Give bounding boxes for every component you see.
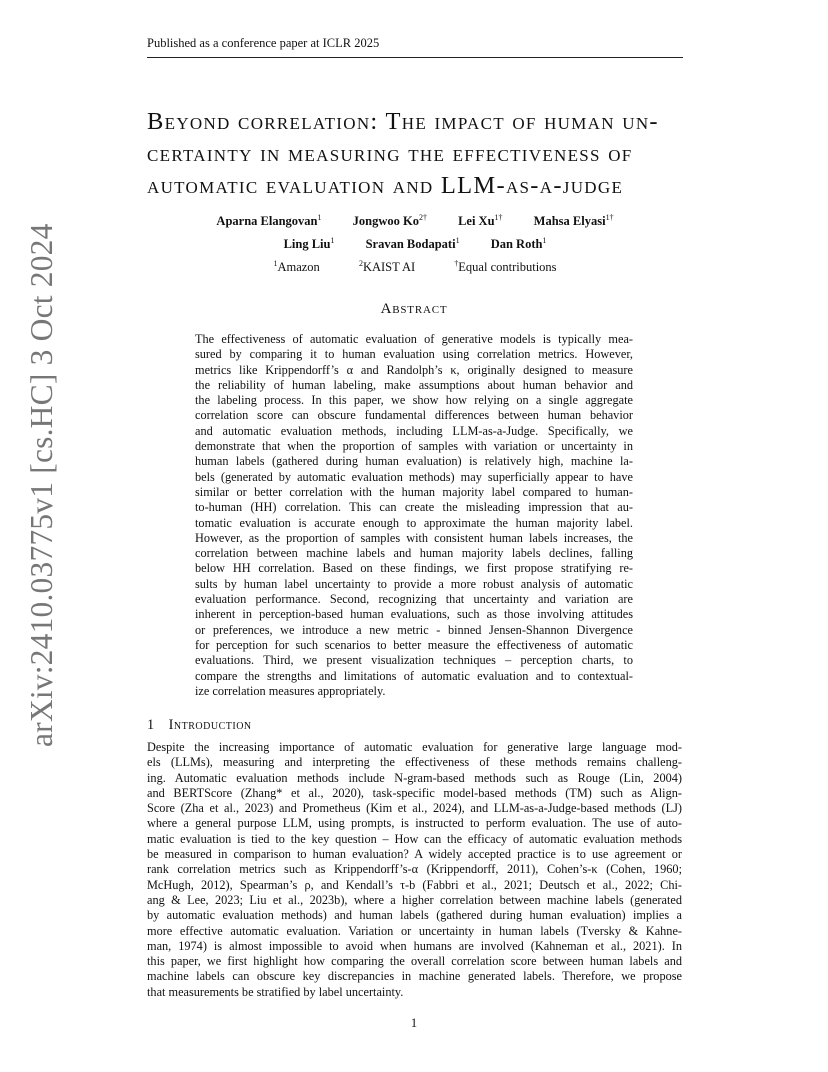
section-heading — [147, 717, 252, 734]
affiliation: †Equal contributions — [454, 259, 557, 275]
paragraph-line: man, 1974) is almost impossible to avoid when humans are involved (Kahneman et al., 2021). In — [147, 938, 682, 953]
paragraph-line: ing. Automatic evaluation methods include N-gram-based methods such as Rouge (Lin, 2004) — [147, 770, 682, 785]
paragraph-line: where a general purpose LLM, using prompts, is instructed to perform evaluation. The use of auto- — [147, 816, 682, 831]
introduction-text — [147, 740, 682, 1000]
running-header: Published as a conference paper at ICLR 2025 — [147, 36, 683, 58]
abstract-line: bels (generated by automatic evaluation methods) may superficially appear to have — [195, 469, 633, 484]
abstract-line: and automatic evaluation methods, including LLM-as-a-Judge. Specifically, we — [195, 423, 633, 438]
abstract-line: below HH correlation. Based on these findings, we first propose stratifying re- — [195, 561, 633, 576]
author-row — [160, 231, 670, 254]
abstract-line: sured by comparing it to human evaluation using correlation metrics. However, — [195, 347, 633, 362]
paragraph-line: more effective automatic evaluation. Variation or uncertainty in human labels (Tversky & Kahne- — [147, 923, 682, 938]
author-name: Sravan Bodapati$^1$ — [365, 236, 460, 252]
paragraph-line: by automatic evaluation methods) and human labels (gathered during human evaluation) implies a — [147, 908, 682, 923]
paragraph-line: McHugh, 2012), Spearman’s ρ, and Kendall’s τ-b (Fabbri et al., 2021; Deutsch et al., 2022; Chi- — [147, 877, 682, 892]
affiliation: $^1$Amazon — [273, 259, 320, 275]
abstract-line: the labeling process. In this paper, we show how relying on a single aggregate — [195, 393, 633, 408]
abstract-line: inherent in perception-based human evaluations, such as those involving attitudes — [195, 607, 633, 622]
title-line: Beyond correlation: The impact of human un- — [147, 108, 659, 135]
paragraph-line: machine labels can obscure key discrepancies in machine generated labels. Therefore, we propose — [147, 969, 682, 984]
affiliation-row — [160, 254, 670, 277]
paragraph-line: els (LLMs), measuring and interpreting the effectiveness of these methods remains challeng- — [147, 755, 682, 770]
paragraph-line: and BERTScore (Zhang* et al., 2020), task-specific model-based methods (TM) such as Align- — [147, 785, 682, 800]
abstract-line: evaluation performance. Second, recognizing that uncertainty and variation are — [195, 592, 633, 607]
abstract-line: the reliability of human labeling, make assumptions about human behavior and — [195, 377, 633, 392]
abstract-line: correlation score can obscure fundamental differences between human behavior — [195, 408, 633, 423]
paragraph-line: rank correlation metrics such as Krippendorff’s-α (Krippendorff, 2011), Cohen’s-κ (Cohen, 1960; — [147, 862, 682, 877]
paragraph-line: Score (Zha et al., 2023) and Prometheus (Kim et al., 2024), and LLM-as-a-Judge-based methods (LJ) — [147, 801, 682, 816]
abstract-line: The effectiveness of automatic evaluation of generative models is typically mea- — [195, 332, 633, 346]
abstract-line: However, as the proportion of samples with consistent human labels increases, the — [195, 530, 633, 545]
author-name: Mahsa Elyasi$^{1\dagger}$ — [533, 213, 614, 229]
abstract-line: sults by human label uncertainty to provide a more robust analysis of automatic — [195, 576, 633, 591]
paragraph-line: this paper, we first highlight how comparing the overall correlation score between human labels and — [147, 954, 682, 969]
abstract-line: metrics like Krippendorff’s α and Randolph’s κ, originally designed to measure — [195, 362, 633, 377]
abstract-line: correlation between machine labels and human majority labels declines, falling — [195, 546, 633, 561]
abstract-line: ize correlation measures appropriately. — [195, 683, 386, 698]
abstract-line: similar or better correlation with the human majority label compared to human- — [195, 484, 633, 499]
author-name: Aparna Elangovan$^1$ — [216, 213, 322, 229]
author-name: Lei $Xu^{1\dagger}$ — [458, 213, 503, 229]
affiliation: $^2$KAIST AI — [358, 259, 416, 275]
abstract-line: for perception for such scenarios to better measure the effectiveness of automatic — [195, 637, 633, 652]
section-number: 1 — [147, 717, 155, 733]
abstract-line: or preferences, we introduce a new metric - binned Jensen-Shannon Divergence — [195, 622, 633, 637]
abstract-line: to-human (HH) correlation. This can create the misleading impression that au- — [195, 500, 633, 515]
title-line: certainty in measuring the effectiveness of — [147, 140, 633, 167]
paragraph-line: be measured in comparison to human evaluation? A widely accepted practice is to use agreement or — [147, 847, 682, 862]
page-number: 1 — [410, 1016, 418, 1030]
abstract-line: tomatic evaluation is accurate enough to approximate the human majority label. — [195, 515, 633, 530]
author-name: Jongwoo $Ko^{2\dagger}$ — [352, 213, 427, 229]
paragraph-line: ang & Lee, 2023; Liu et al., 2023b), where a higher correlation between machine labels (generated — [147, 892, 682, 907]
abstract-line: compare the strengths and limitations of automatic evaluation and to contextual- — [195, 668, 633, 683]
author-block — [160, 208, 670, 277]
paragraph-line: matic evaluation is tied to the key question – How can the efficacy of automatic evaluation methods — [147, 831, 682, 846]
title-line: automatic evaluation and LLM-as-a-judge — [147, 172, 624, 199]
abstract-text — [195, 332, 633, 699]
author-row — [160, 208, 670, 231]
section-title: Introduction — [168, 717, 252, 733]
paper-title — [147, 106, 687, 202]
author-name: Dan Roth$^1$ — [490, 236, 547, 252]
author-name: Ling Liu$^1$ — [283, 236, 335, 252]
paragraph-line: that measurements be stratified by label uncertainty. — [147, 984, 404, 999]
paragraph-line: Despite the increasing importance of automatic evaluation for generative large language mod- — [147, 740, 682, 754]
arxiv-identifier: arXiv:2410.03775v1 [cs.HC] 3 Oct 2024 — [24, 223, 59, 747]
abstract-heading: Abstract — [380, 301, 448, 317]
abstract-line: human labels (gathered during human evaluation) is relatively high, machine la- — [195, 454, 633, 469]
abstract-line: evaluations. Third, we present visualization techniques – perception charts, to — [195, 653, 633, 668]
abstract-line: demonstrate that when the proportion of samples with variation or uncertainty in — [195, 439, 633, 454]
